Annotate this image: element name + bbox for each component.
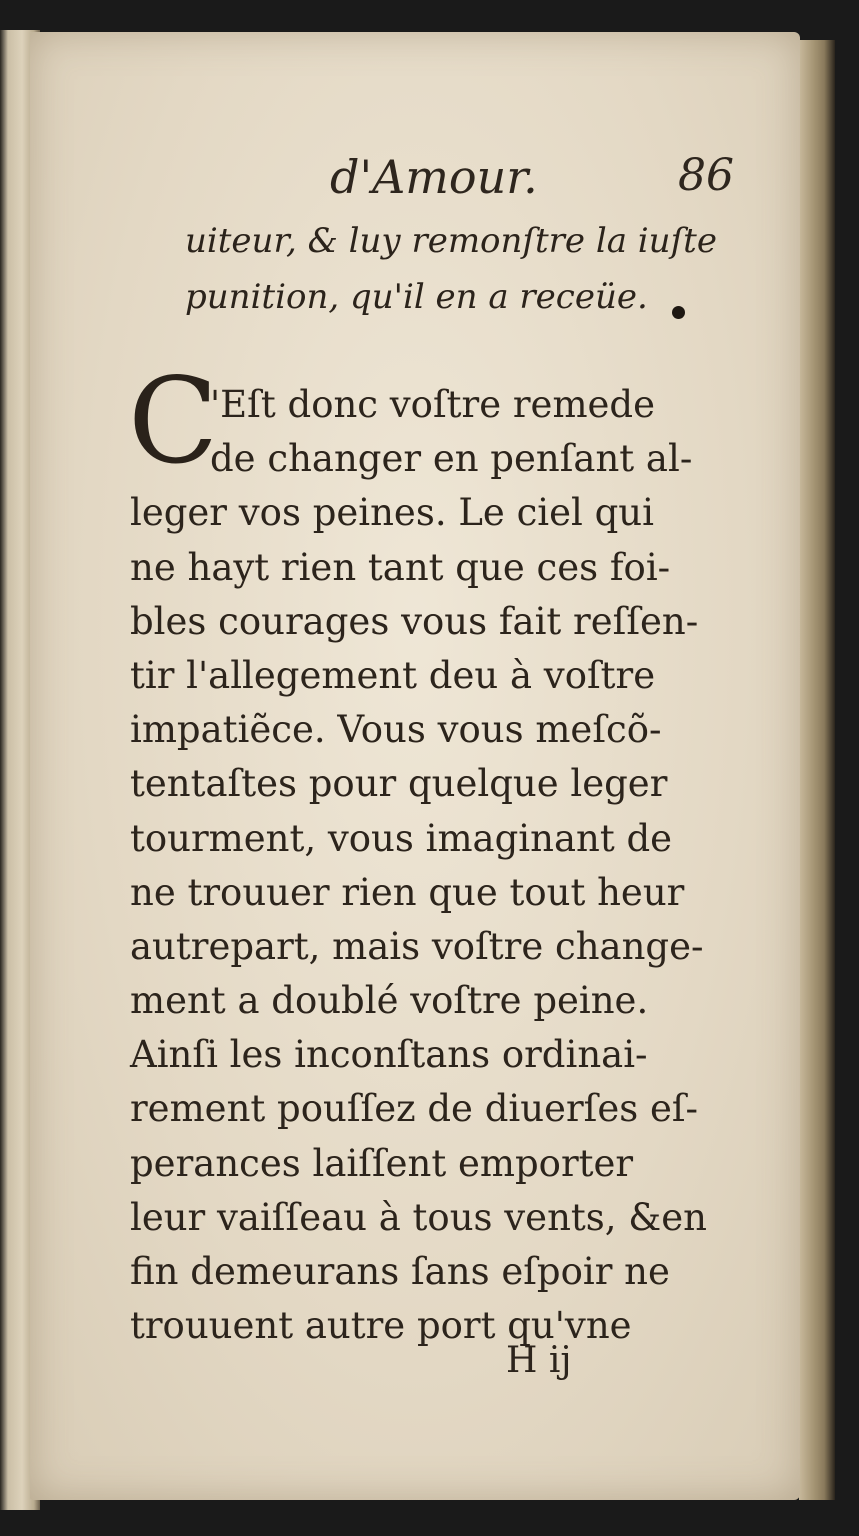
text-line: tourment, vous imaginant de bbox=[130, 816, 673, 860]
text-line: leger vos peines. Le ciel qui bbox=[130, 491, 654, 535]
text-line: rement pouſſez de diuerſes eſ- bbox=[130, 1087, 699, 1131]
text-line: 'Eſt donc voſtre remede bbox=[210, 383, 656, 426]
text-line: autrepart, mais voſtre change- bbox=[130, 924, 704, 968]
summary-line: uiteur, & luy remonſtre la iuſte bbox=[185, 221, 717, 261]
text-line: ment a doublé voſtre peine. bbox=[130, 979, 649, 1023]
running-title: d'Amour. bbox=[330, 150, 538, 204]
drop-capital: C bbox=[128, 352, 219, 490]
body-text bbox=[130, 378, 740, 1353]
signature-mark: H ij bbox=[506, 1340, 572, 1381]
page-number: 86 bbox=[678, 150, 734, 201]
chapter-summary bbox=[185, 213, 745, 325]
text-line: Ainſi les inconſtans ordinai- bbox=[130, 1033, 648, 1077]
text-line: impatiẽce. Vous vous meſcõ- bbox=[130, 708, 662, 752]
text-line: tentaſtes pour quelque leger bbox=[130, 762, 668, 806]
bullet-mark bbox=[672, 306, 685, 319]
text-line: leur vaiſſeau à tous vents, &en bbox=[130, 1195, 707, 1239]
text-line: tir l'allegement deu à voſtre bbox=[130, 653, 656, 697]
text-line: perances laiſſent emporter bbox=[130, 1141, 634, 1185]
summary-line: punition, qu'il en a receüe. bbox=[185, 277, 648, 317]
text-line: ne hayt rien tant que ces foi- bbox=[130, 545, 671, 589]
text-line: bles courages vous fait reſſen- bbox=[130, 599, 699, 643]
text-line: ne trouuer rien que tout heur bbox=[130, 870, 685, 914]
text-line: fin demeurans ſans eſpoir ne bbox=[130, 1250, 670, 1293]
text-line: de changer en penſant al- bbox=[210, 437, 693, 481]
page-block-edge bbox=[799, 40, 835, 1500]
text-line: trouuent autre port qu'vne bbox=[130, 1304, 632, 1348]
